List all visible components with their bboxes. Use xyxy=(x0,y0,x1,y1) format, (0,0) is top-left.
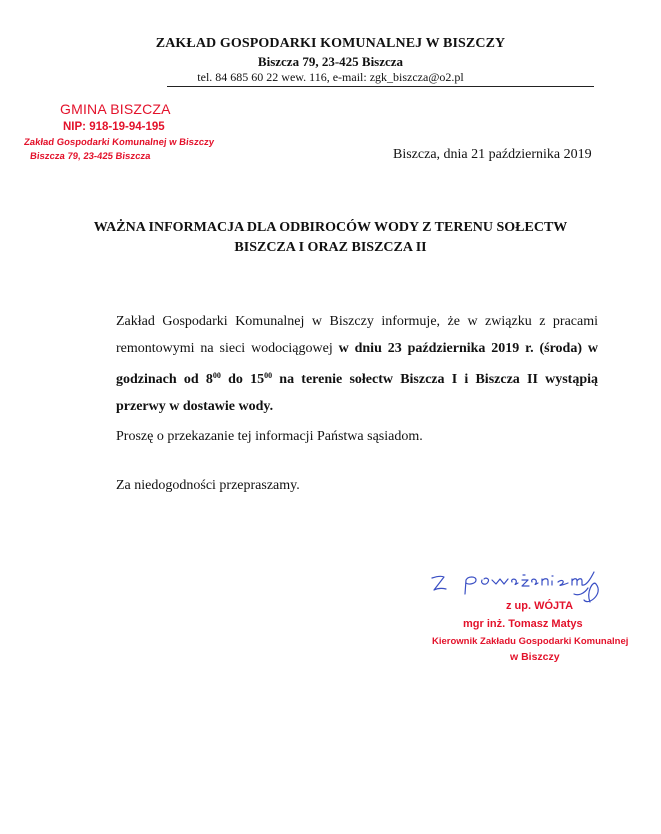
p1-text-a: Zakład Gospodarki Komunalnej w Biszczy informuje, że w związku z pracami remontowymi na sieci wodociągowej xyxy=(116,314,598,356)
stamp-line-company: Zakład Gospodarki Komunalnej w Biszczy xyxy=(23,137,215,148)
p1-sup-end: 00 xyxy=(264,371,273,380)
body-paragraph-3: Za niedogodności przepraszamy. xyxy=(116,478,300,493)
title-line-2: BISZCZA I ORAZ BISZCZA II xyxy=(234,240,427,255)
p1-sup-start: 00 xyxy=(212,371,221,380)
body-paragraph-2: Proszę o przekazanie tej informacji Państwa sąsiadom. xyxy=(116,429,423,444)
letterhead-address: Biszcza 79, 23-425 Biszcza xyxy=(257,54,404,69)
body-paragraph-1 xyxy=(116,308,598,420)
signature-line-4: w Biszczy xyxy=(510,651,560,663)
stamp-line-gmina: GMINA BISZCZA xyxy=(60,101,171,117)
signature-line-3: Kierownik Zakładu Gospodarki Komunalnej xyxy=(432,636,629,647)
signature-line-1: z up. WÓJTA xyxy=(506,600,574,612)
letterhead-contact: tel. 84 685 60 22 wew. 116, e-mail: zgk_biszcza@o2.pl xyxy=(197,70,464,84)
p1-bold-date: w dniu 23 października 2019 r. (środa) w godzinach od $8^{00}$ do $15^{00}$ na terenie sołectw Biszcza I i Biszcza II wystąpią przerwy w dostawie wody. xyxy=(116,341,599,414)
stamp-line-address: Biszcza 79, 23-425 Biszcza xyxy=(29,151,151,162)
document-date: Biszcza, dnia 21 października 2019 xyxy=(393,147,592,162)
signature-line-2: mgr inż. Tomasz Matys xyxy=(463,618,583,630)
letterhead-divider xyxy=(167,86,594,87)
letterhead-name: ZAKŁAD GOSPODARKI KOMUNALNEJ W BISZCZY xyxy=(155,36,506,51)
document-title xyxy=(0,218,661,258)
stamp-line-nip: NIP: 918-19-94-195 xyxy=(63,121,165,133)
title-line-1: WAŻNA INFORMACJA DLA ODBIROCÓW WODY Z TERENU SOŁECTW xyxy=(93,220,568,235)
